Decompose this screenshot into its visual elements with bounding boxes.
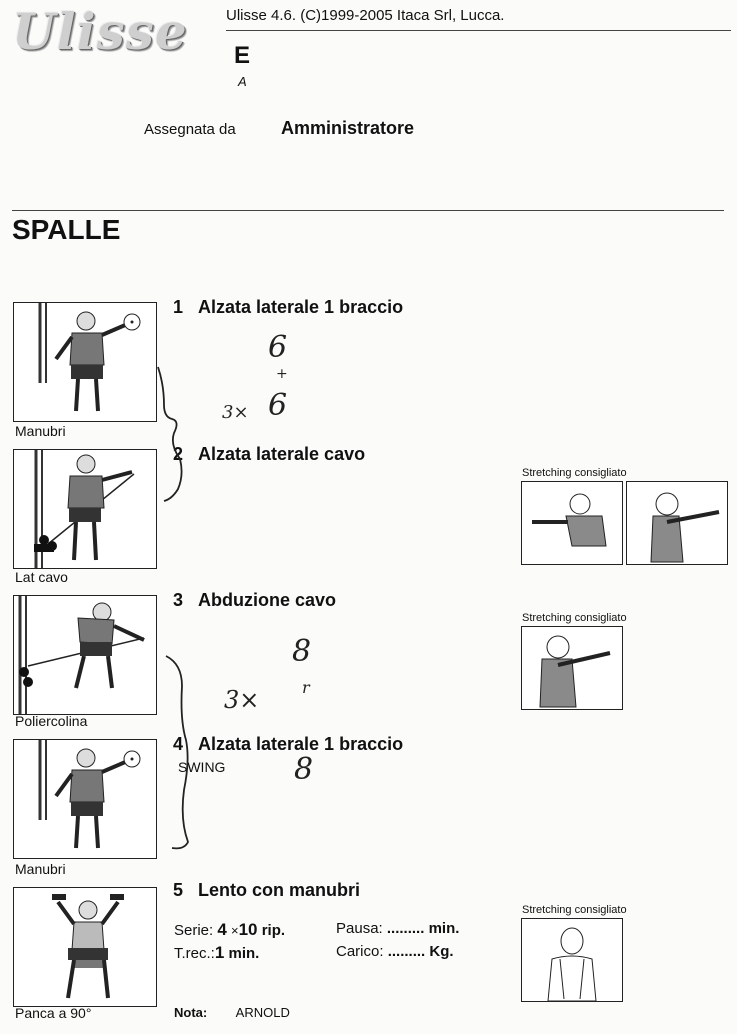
exercise-5-image-label: Panca a 90°: [15, 1005, 92, 1021]
trec-row: [174, 943, 259, 963]
pausa-label: Pausa:: [336, 920, 383, 937]
serie-label: Serie:: [174, 922, 214, 939]
exercise-1-title: Alzata laterale 1 braccio: [198, 297, 404, 317]
pausa-row: [336, 920, 459, 937]
trec-value: 1: [214, 943, 225, 962]
serie-row: [174, 920, 285, 940]
exercise-1-number: 1: [173, 297, 184, 317]
handwritten-plus-1: +: [276, 366, 288, 382]
cable-abduction-figure-icon: [14, 596, 156, 714]
exercise-3-image-label: Poliercolina: [15, 713, 88, 729]
header-letter: E: [234, 42, 251, 69]
neck-stretch-icon: [522, 919, 622, 1001]
header-divider: [226, 30, 731, 31]
handwritten-6-bottom: 6: [268, 388, 288, 423]
exercise-4-image-label: Manubri: [15, 861, 66, 877]
handwritten-3x-2: 3×: [224, 686, 260, 714]
handwritten-8-top: 8: [292, 634, 312, 669]
exercise-2-stretching-label: Stretching consigliato: [522, 467, 627, 479]
handwritten-6-top: 6: [268, 330, 288, 365]
shoulder-stretch-side-icon: [627, 482, 727, 564]
nota-row: [174, 1004, 290, 1022]
serie-value: 4: [217, 920, 227, 939]
handwritten-3x-1: 3×: [222, 402, 249, 423]
pausa-value: .........: [386, 920, 425, 937]
section-divider: [12, 210, 724, 211]
section-title: SPALLE: [12, 214, 121, 245]
exercise-2-image-label: Lat cavo: [15, 569, 68, 585]
exercise-3-stretching-label: Stretching consigliato: [522, 612, 627, 624]
exercise-4-number: 4: [173, 734, 184, 754]
exercise-3-image: [13, 595, 157, 715]
trec-unit: min.: [228, 945, 260, 962]
lateral-raise-figure-icon: [14, 303, 156, 421]
exercise-3-stretch-image: [521, 626, 623, 710]
shoulder-stretch-icon: [522, 482, 622, 564]
handwritten-plus-2: r: [302, 678, 310, 697]
exercise-5-image: [13, 887, 157, 1007]
exercise-2-stretch-image-1: [521, 481, 623, 565]
exercise-4-subtitle: SWING: [178, 759, 226, 775]
trec-label: T.rec.:: [174, 945, 215, 962]
carico-label: Carico:: [336, 943, 384, 960]
pausa-unit: min.: [428, 920, 460, 937]
seated-press-figure-icon: [14, 888, 156, 1006]
lateral-raise-figure-icon: [14, 740, 156, 858]
header-sub-letter: A: [238, 74, 247, 89]
exercise-3-number: 3: [173, 590, 184, 610]
version-text: Ulisse 4.6. (C)1999-2005 Itaca Srl, Lucca.: [226, 7, 505, 24]
cable-lateral-raise-figure-icon: [14, 450, 156, 568]
exercise-4-image: [13, 739, 157, 859]
exercise-4-title: Alzata laterale 1 braccio: [198, 734, 404, 754]
exercise-5-title: Lento con manubri: [198, 880, 360, 900]
exercise-1-image: [13, 302, 157, 422]
handwritten-bracket-2: [160, 650, 220, 860]
assigned-label: Assegnata da: [144, 121, 236, 138]
carico-value: .........: [387, 943, 426, 960]
reps-value: 10: [238, 920, 258, 939]
exercise-2-stretch-image-2: [626, 481, 728, 565]
shoulder-stretch-side-icon: [522, 627, 622, 709]
exercise-5-number: 5: [173, 880, 184, 900]
reps-unit: rip.: [261, 922, 286, 939]
nota-label: Nota:: [174, 1005, 208, 1020]
exercise-2-image: [13, 449, 157, 569]
nota-value: ARNOLD: [235, 1005, 290, 1020]
exercise-3-title: Abduzione cavo: [198, 590, 337, 610]
times-sign: ×: [231, 923, 239, 938]
exercise-5-stretching-label: Stretching consigliato: [522, 904, 627, 916]
carico-unit: Kg.: [429, 943, 454, 960]
exercise-2-number: 2: [173, 444, 184, 464]
handwritten-8-bottom: 8: [294, 752, 314, 787]
exercise-1-image-label: Manubri: [15, 423, 66, 439]
ulisse-logo: Ulisse: [12, 2, 188, 61]
exercise-5-stretch-image: [521, 918, 623, 1002]
handwritten-bracket-1: [150, 355, 220, 505]
carico-row: [336, 943, 454, 960]
exercise-2-title: Alzata laterale cavo: [198, 444, 366, 464]
assigned-value: Amministratore: [281, 118, 415, 138]
